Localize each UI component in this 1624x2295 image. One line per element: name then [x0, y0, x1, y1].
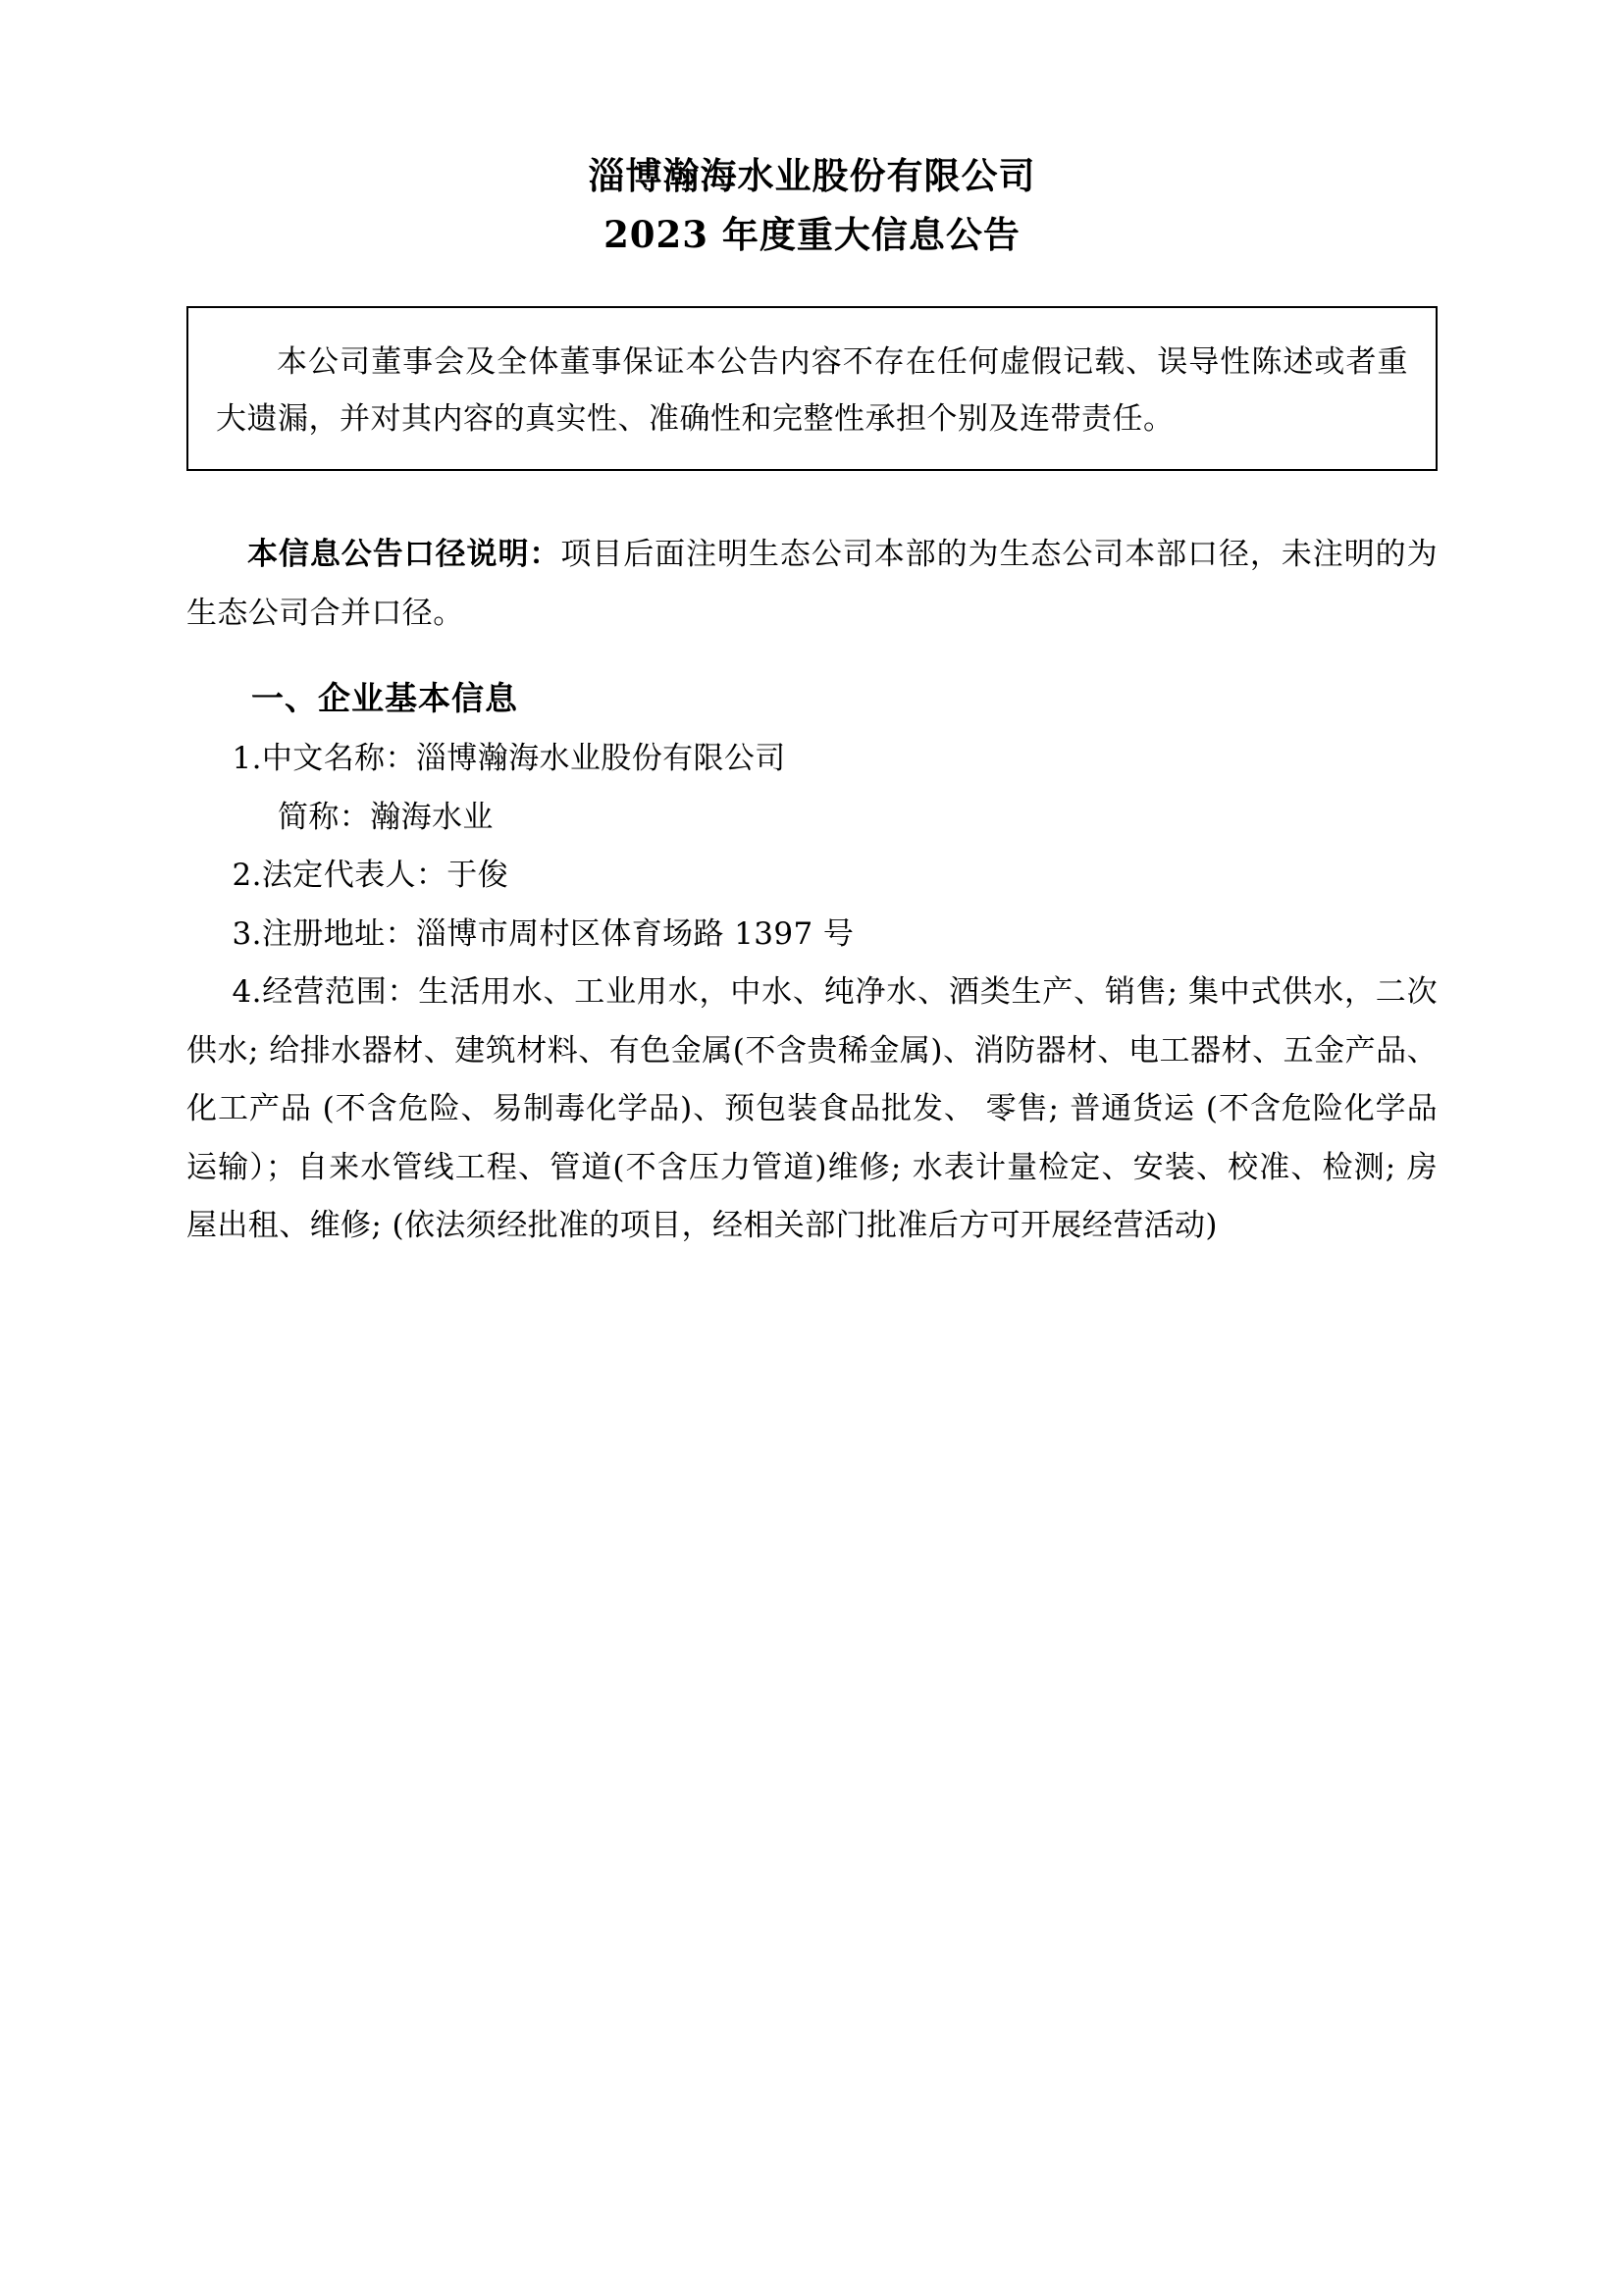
caliber-text: 项目后面注明生态公司本部的为生态公司本部口径，未注明的为生态公司合并口径。 [186, 537, 1439, 631]
item-value: 于俊 [446, 858, 509, 894]
list-item [186, 906, 1438, 965]
item-value: 淄博市周村区体育场路 1397 号 [415, 915, 855, 952]
item-index: 3. [232, 915, 262, 952]
item-value: 瀚海水业 [370, 799, 494, 835]
page-title-line-1: 淄博瀚海水业股份有限公司 [588, 154, 1036, 197]
page-title-line-2: 2023 年度重大信息公告 [603, 212, 1021, 256]
business-scope-index: 4. [232, 974, 262, 1011]
item-index: 1. [232, 741, 262, 777]
caliber-label: 本信息公告口径说明： [247, 537, 561, 573]
disclaimer-text: 本公司董事会及全体董事保证本公告内容不存在任何虚假记载、误导性陈述或者重大遗漏，并对其内容的真实性、准确性和完整性承担个别及连带责任。 [216, 343, 1408, 438]
section-heading-basic-info: 一、企业基本信息 [251, 679, 518, 718]
item-label: 中文名称： [261, 741, 416, 777]
item-index: 2. [232, 858, 262, 894]
item-value: 淄博瀚海水业股份有限公司 [415, 741, 786, 777]
item-label: 法定代表人： [261, 858, 447, 894]
item-label: 简称： [278, 799, 371, 835]
list-item [186, 847, 1438, 906]
business-scope-value: 生活用水、工业用水，中水、纯净水、酒类生产、销售; 集中式供水，二次供水; 给排水器材、建筑材料、有色金属(不含贵稀金属)、消防器材、电工器材、五金产品、化工产品 (不含危险、易制毒化学品)、预包装食品批发、 零售; 普通货运 (不含危险化学品运输）；自来水管线工程、管道(不含压力管道)维修; 水表计量检定、安装、校准、检测; 房屋出租、维修; (依法须经批准的项目，经相关部门批准后方可开展经营活动) [186, 974, 1438, 1244]
list-item [186, 789, 1438, 848]
caliber-paragraph [186, 526, 1438, 643]
item-label: 注册地址： [261, 915, 416, 952]
list-item [186, 730, 1438, 789]
disclaimer-box [186, 306, 1438, 472]
document-title-block [186, 147, 1438, 265]
business-scope-label: 经营范围： [261, 974, 419, 1011]
business-scope-paragraph [186, 964, 1438, 1256]
